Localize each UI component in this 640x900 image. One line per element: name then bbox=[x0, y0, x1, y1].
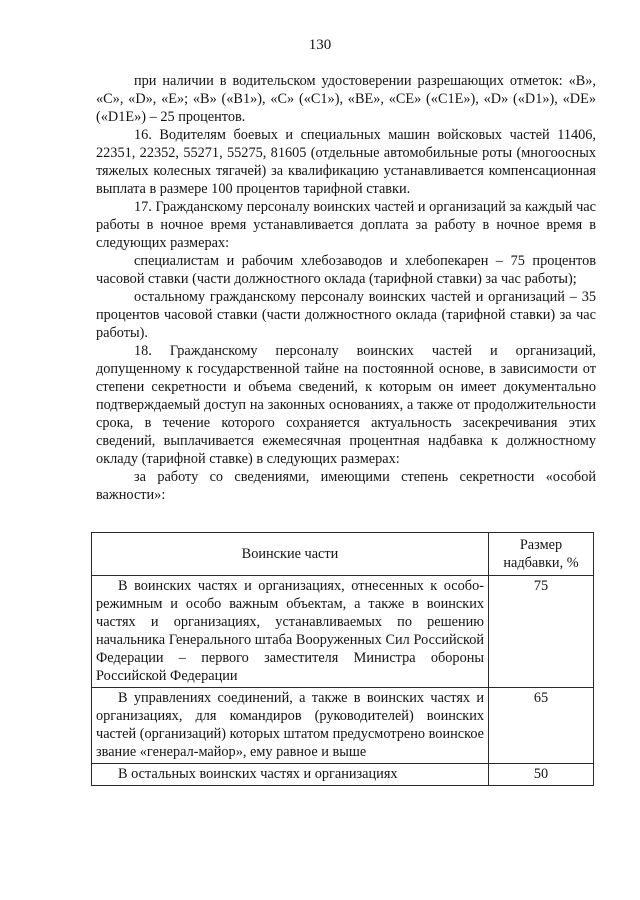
paragraph-special-importance: за работу со сведениями, имеющими степень секретности «особой важности»: bbox=[96, 469, 596, 503]
header-military-units: Воинские части bbox=[92, 533, 489, 576]
table-row bbox=[92, 764, 594, 786]
paragraph-driver-marks: при наличии в водительском удостоверении разрешающих отметок: «B», «C», «D», «E»; «B» («B1»), «C» («C1»), «BE», «CE» («C1E»), «D» («D1»), «DE» («D1E») – 25 процентов. bbox=[96, 73, 596, 125]
row-pct-cell: 65 bbox=[489, 688, 594, 764]
table-row bbox=[92, 576, 594, 688]
document-body bbox=[96, 72, 596, 504]
paragraph-18: 18. Гражданскому персоналу воинских частей и организаций, допущенному к государственной тайне на постоянной основе, в зависимости от степени секретности и объема сведений, к которым он имеет документально подтверждаемый доступ на законных основаниях, а также от продолжительности срока, в течение которого сохраняется актуальность засекречивания этих сведений, выплачивается ежемесячная процентная надбавка к должностному окладу (тарифной ставке) в следующих размерах: bbox=[96, 343, 596, 467]
row-pct-cell: 75 bbox=[489, 576, 594, 688]
allowance-table bbox=[91, 532, 594, 786]
paragraph-other-staff: остальному гражданскому персоналу воинских частей и организаций – 35 процентов часовой ставки (части должностного оклада (тарифной ставки) за час работы). bbox=[96, 289, 596, 341]
paragraph-17: 17. Гражданскому персоналу воинских частей и организаций за каждый час работы в ночное время устанавливается доплата за работу в ночное время в следующих размерах: bbox=[96, 199, 596, 251]
row-pct-cell: 50 bbox=[489, 764, 594, 786]
paragraph-bakery-staff: специалистам и рабочим хлебозаводов и хлебопекарен – 75 процентов часовой ставки (части должностного оклада (тарифной ставки) за час работы); bbox=[96, 253, 596, 287]
table-row bbox=[92, 688, 594, 764]
paragraph-16: 16. Водителям боевых и специальных машин войсковых частей 11406, 22351, 22352, 55271, 55275, 81605 (отдельные автомобильные роты (многоосных тяжелых колесных тягачей) за квалификацию устанавливается компенсационная выплата в размере 100 процентов тарифной ставки. bbox=[96, 127, 596, 197]
row-unit-cell: В остальных воинских частях и организациях bbox=[92, 764, 489, 786]
row-unit-cell: В управлениях соединений, а также в воинских частях и организациях, для командиров (руководителей) воинских частей (организаций) которых штатом предусмотрено воинское звание «генерал-майор», ему равное и выше bbox=[92, 688, 489, 764]
row-unit-cell: В воинских частях и организациях, отнесенных к особо-режимным и особо важным объектам, а также в воинских частях и организациях, устанавливаемых по решению начальника Генерального штаба Вооруженных Сил Российской Федерации – первого заместителя Министра обороны Российской Федерации bbox=[92, 576, 489, 688]
header-allowance-size: Размер надбавки, % bbox=[489, 533, 594, 576]
page-number: 130 bbox=[308, 37, 332, 53]
table-header-row bbox=[92, 533, 594, 576]
